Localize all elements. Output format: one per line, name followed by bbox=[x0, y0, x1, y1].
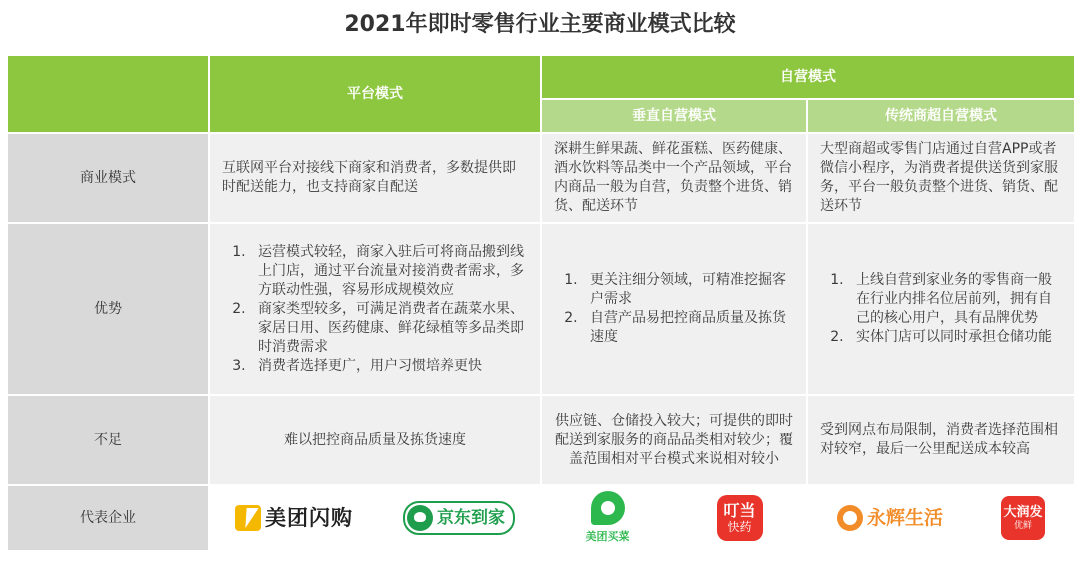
meituan-shangou-logo: 美团闪购 bbox=[235, 505, 353, 531]
header-traditional: 传统商超自营模式 bbox=[807, 99, 1075, 133]
shortage-platform: 难以把控商品质量及拣货速度 bbox=[209, 395, 541, 485]
table-row bbox=[7, 133, 1075, 223]
table-row bbox=[7, 223, 1075, 395]
dingdang-logo: 叮当 快药 bbox=[717, 495, 763, 541]
advantage-traditional bbox=[807, 223, 1075, 395]
meituan-maicai-logo: 美团买菜 bbox=[586, 491, 630, 546]
dog-icon bbox=[407, 505, 433, 531]
page-title: 2021年即时零售行业主要商业模式比较 bbox=[344, 12, 736, 37]
companies-platform bbox=[209, 485, 541, 551]
row-label-business: 商业模式 bbox=[7, 133, 209, 223]
row-label-advantage: 优势 bbox=[7, 223, 209, 395]
shortage-traditional: 受到网点布局限制，消费者选择范围相对较窄，最后一公里配送成本较高 bbox=[807, 395, 1075, 485]
list-item: 2. 自营产品易把控商品质量及拣货速度 bbox=[582, 309, 796, 347]
list-item: 3. 消费者选择更广，用户习惯培养更快 bbox=[250, 357, 530, 376]
companies-traditional bbox=[807, 485, 1075, 551]
list-item: 1. 更关注细分领域，可精准挖掘客户需求 bbox=[582, 271, 796, 309]
corner-cell bbox=[7, 55, 209, 133]
yonghui-icon bbox=[837, 505, 863, 531]
row-label-companies: 代表企业 bbox=[7, 485, 209, 551]
leaf-icon bbox=[591, 491, 625, 525]
list-item: 2. 实体门店可以同时承担仓储功能 bbox=[848, 328, 1064, 347]
header-platform: 平台模式 bbox=[209, 55, 541, 133]
header-vertical: 垂直自营模式 bbox=[541, 99, 807, 133]
companies-vertical bbox=[541, 485, 807, 551]
business-platform: 互联网平台对接线下商家和消费者，多数提供即时配送能力，也支持商家自配送 bbox=[209, 133, 541, 223]
row-label-shortage: 不足 bbox=[7, 395, 209, 485]
darunfa-logo: 大润发 优鲜 bbox=[1001, 496, 1045, 540]
jd-daojia-logo: 京东到家 bbox=[403, 501, 515, 535]
list-item: 1. 运营模式较轻，商家入驻后可将商品搬到线上门店，通过平台流量对接消费者需求，多方联动性强，容易形成规模效应 bbox=[250, 243, 530, 300]
lightning-icon bbox=[235, 505, 261, 531]
advantage-vertical bbox=[541, 223, 807, 395]
list-item: 2. 商家类型较多，可满足消费者在蔬菜水果、家居日用、医药健康、鲜花绿植等多品类即时消费需求 bbox=[250, 300, 530, 357]
shortage-vertical: 供应链、仓储投入较大；可提供的即时配送到家服务的商品品类相对较少；覆盖范围相对平台模式来说相对较小 bbox=[541, 395, 807, 485]
advantage-platform bbox=[209, 223, 541, 395]
table-row bbox=[7, 485, 1075, 551]
business-traditional: 大型商超或零售门店通过自营APP或者微信小程序，为消费者提供送货到家服务，平台一般负责整个进货、销货、配送环节 bbox=[807, 133, 1075, 223]
table-row bbox=[7, 395, 1075, 485]
comparison-table bbox=[6, 54, 1076, 552]
list-item: 1. 上线自营到家业务的零售商一般在行业内排名位居前列，拥有自己的核心用户，具有品牌优势 bbox=[848, 271, 1064, 328]
business-vertical: 深耕生鲜果蔬、鲜花蛋糕、医药健康、酒水饮料等品类中一个产品领域，平台内商品一般为自营，负责整个进货、销货、配送环节 bbox=[541, 133, 807, 223]
header-self: 自营模式 bbox=[541, 55, 1075, 99]
yonghui-logo: 永辉生活 bbox=[837, 505, 943, 531]
